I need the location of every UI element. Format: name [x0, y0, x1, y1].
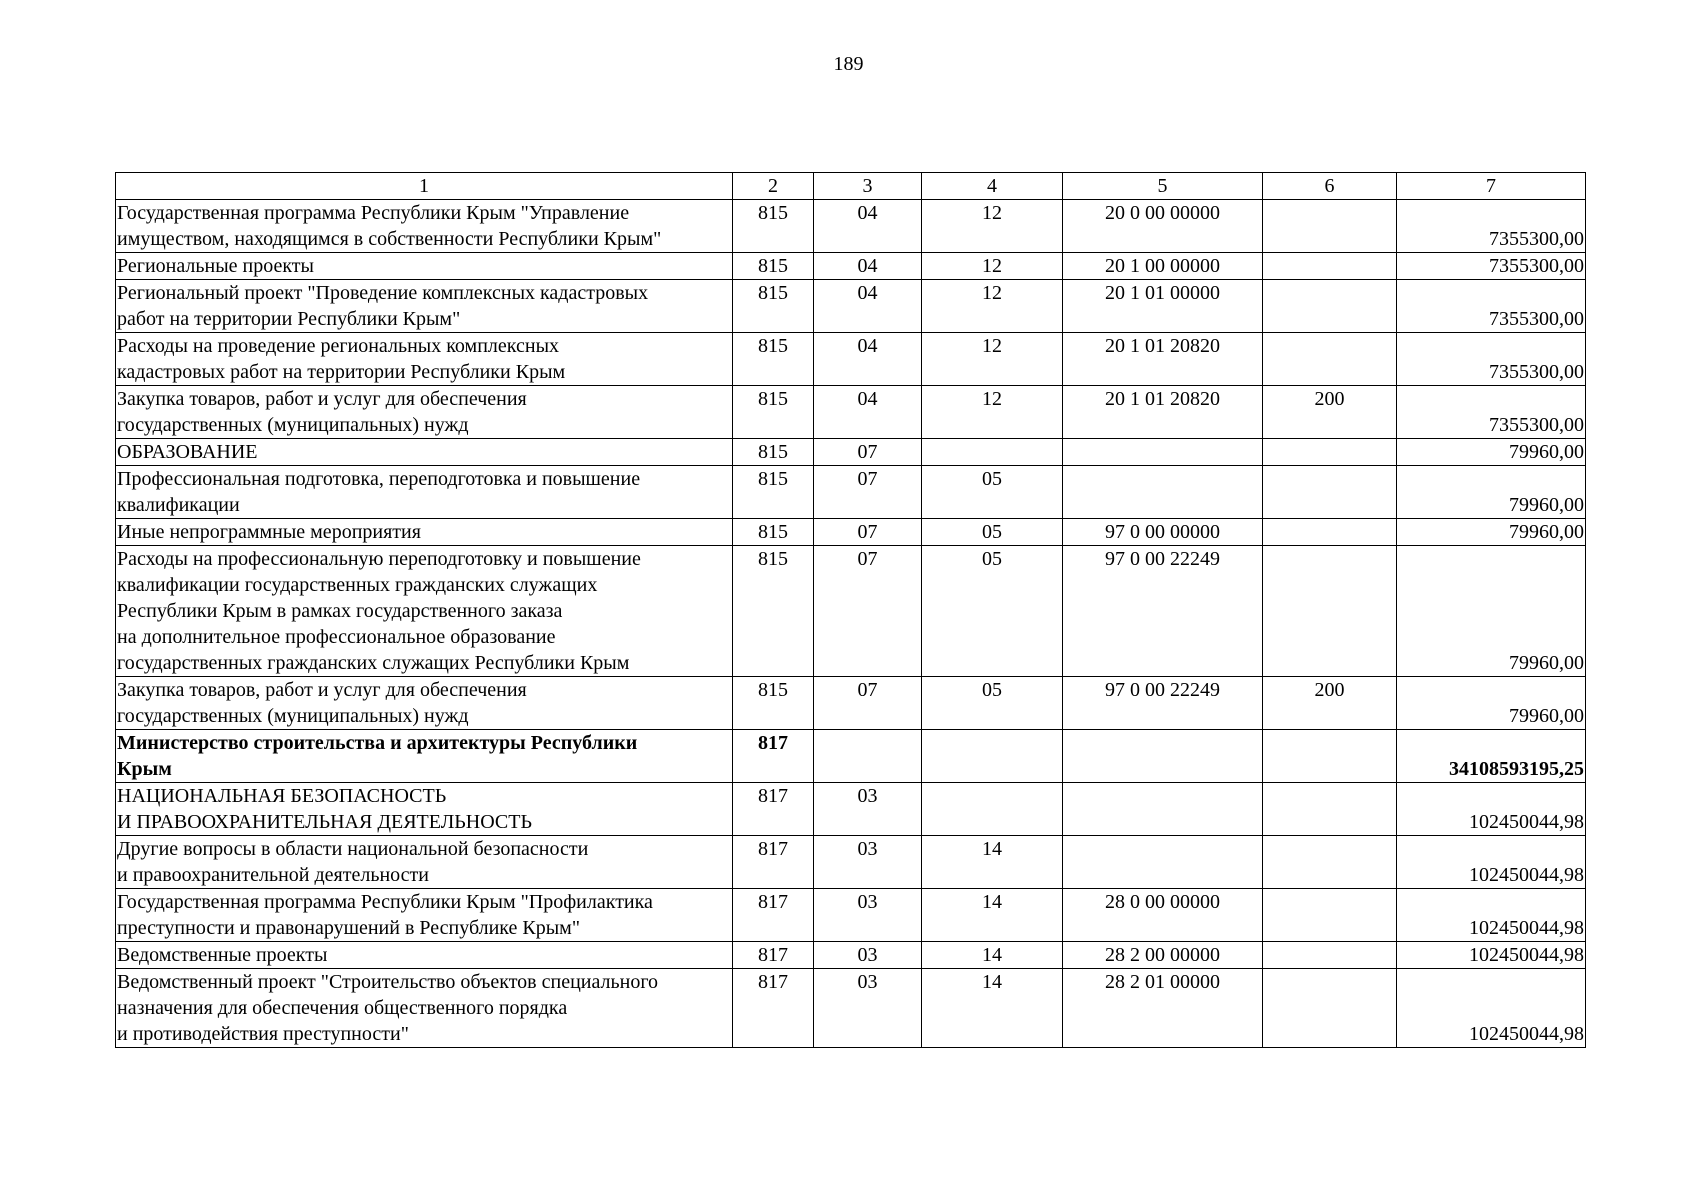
- row-name-cell: [116, 200, 733, 253]
- row-name-line: Крым: [117, 758, 172, 780]
- table-body: [116, 200, 1586, 1048]
- row-name-cell: [116, 730, 733, 783]
- ministry-code-cell: 815: [733, 333, 814, 386]
- row-name-line: Расходы на проведение региональных комплексных: [117, 335, 560, 357]
- amount-cell: 102450044,98: [1397, 836, 1586, 889]
- target-article-cell: 20 1 00 00000: [1063, 253, 1263, 280]
- section-code-cell: 04: [814, 200, 922, 253]
- table-row: [116, 942, 1586, 969]
- section-code-cell: 03: [814, 969, 922, 1048]
- table-row: [116, 889, 1586, 942]
- ministry-code-cell: 817: [733, 889, 814, 942]
- row-name-line: НАЦИОНАЛЬНАЯ БЕЗОПАСНОСТЬ: [117, 785, 447, 807]
- expense-type-cell: [1263, 969, 1397, 1048]
- amount-cell: 102450044,98: [1397, 942, 1586, 969]
- table-row: [116, 333, 1586, 386]
- row-name-line: Государственная программа Республики Крым "Профилактика: [117, 891, 653, 913]
- row-name-line: И ПРАВООХРАНИТЕЛЬНАЯ ДЕЯТЕЛЬНОСТЬ: [117, 811, 532, 833]
- row-name-line: работ на территории Республики Крым": [117, 308, 461, 330]
- column-header-3: 3: [814, 173, 922, 200]
- ministry-code-cell: 815: [733, 280, 814, 333]
- row-name-cell: [116, 386, 733, 439]
- table-row: [116, 519, 1586, 546]
- subsection-code-cell: 05: [922, 546, 1063, 677]
- row-name-line: Ведомственные проекты: [117, 944, 328, 966]
- row-name-line: Ведомственный проект "Строительство объектов специального: [117, 971, 659, 993]
- expense-type-cell: [1263, 466, 1397, 519]
- row-name-cell: [116, 439, 733, 466]
- table-row: [116, 253, 1586, 280]
- row-name-line: Иные непрограммные мероприятия: [117, 521, 421, 543]
- target-article-cell: [1063, 783, 1263, 836]
- ministry-code-cell: 815: [733, 386, 814, 439]
- row-name-cell: [116, 942, 733, 969]
- column-header-5: 5: [1063, 173, 1263, 200]
- table-row: [116, 200, 1586, 253]
- row-name-cell: [116, 783, 733, 836]
- row-name-cell: [116, 836, 733, 889]
- section-code-cell: 03: [814, 942, 922, 969]
- row-name-line: государственных гражданских служащих Республики Крым: [117, 652, 630, 674]
- subsection-code-cell: 12: [922, 280, 1063, 333]
- subsection-code-cell: 12: [922, 333, 1063, 386]
- ministry-code-cell: 815: [733, 519, 814, 546]
- table-row: [116, 783, 1586, 836]
- table-row: [116, 439, 1586, 466]
- ministry-code-cell: 817: [733, 836, 814, 889]
- column-header-6: 6: [1263, 173, 1397, 200]
- subsection-code-cell: 05: [922, 677, 1063, 730]
- subsection-code-cell: 14: [922, 942, 1063, 969]
- subsection-code-cell: 12: [922, 253, 1063, 280]
- row-name-line: Республики Крым в рамках государственного заказа: [117, 600, 563, 622]
- section-code-cell: [814, 730, 922, 783]
- row-name-line: государственных (муниципальных) нужд: [117, 705, 469, 727]
- ministry-code-cell: 817: [733, 730, 814, 783]
- ministry-code-cell: 817: [733, 783, 814, 836]
- row-name-line: Министерство строительства и архитектуры Республики: [117, 732, 638, 754]
- section-code-cell: 04: [814, 386, 922, 439]
- amount-cell: 79960,00: [1397, 439, 1586, 466]
- amount-cell: 7355300,00: [1397, 200, 1586, 253]
- table-row: [116, 466, 1586, 519]
- table-row: [116, 546, 1586, 677]
- section-code-cell: 07: [814, 466, 922, 519]
- row-name-cell: [116, 969, 733, 1048]
- section-code-cell: 04: [814, 253, 922, 280]
- expense-type-cell: [1263, 280, 1397, 333]
- target-article-cell: 28 2 01 00000: [1063, 969, 1263, 1048]
- section-code-cell: 04: [814, 280, 922, 333]
- amount-cell: 79960,00: [1397, 519, 1586, 546]
- target-article-cell: 28 0 00 00000: [1063, 889, 1263, 942]
- row-name-line: и правоохранительной деятельности: [117, 864, 429, 886]
- target-article-cell: [1063, 439, 1263, 466]
- row-name-line: квалификации государственных гражданских служащих: [117, 574, 598, 596]
- row-name-cell: [116, 889, 733, 942]
- table-row: [116, 969, 1586, 1048]
- section-code-cell: 07: [814, 546, 922, 677]
- subsection-code-cell: 05: [922, 519, 1063, 546]
- subsection-code-cell: [922, 439, 1063, 466]
- row-name-line: Региональные проекты: [117, 255, 314, 277]
- expense-type-cell: 200: [1263, 677, 1397, 730]
- section-code-cell: 07: [814, 519, 922, 546]
- amount-cell: 79960,00: [1397, 677, 1586, 730]
- ministry-code-cell: 815: [733, 439, 814, 466]
- section-code-cell: 04: [814, 333, 922, 386]
- ministry-code-cell: 815: [733, 466, 814, 519]
- expense-type-cell: [1263, 546, 1397, 677]
- section-code-cell: 03: [814, 783, 922, 836]
- column-header-1: 1: [116, 173, 733, 200]
- row-name-cell: [116, 466, 733, 519]
- section-code-cell: 03: [814, 836, 922, 889]
- target-article-cell: [1063, 466, 1263, 519]
- expense-type-cell: [1263, 519, 1397, 546]
- row-name-line: Государственная программа Республики Крым "Управление: [117, 202, 630, 224]
- row-name-cell: [116, 280, 733, 333]
- subsection-code-cell: 05: [922, 466, 1063, 519]
- ministry-code-cell: 815: [733, 546, 814, 677]
- target-article-cell: [1063, 730, 1263, 783]
- row-name-cell: [116, 546, 733, 677]
- amount-cell: 102450044,98: [1397, 969, 1586, 1048]
- ministry-code-cell: 815: [733, 677, 814, 730]
- target-article-cell: 20 1 01 20820: [1063, 386, 1263, 439]
- target-article-cell: 20 1 01 20820: [1063, 333, 1263, 386]
- subsection-code-cell: 14: [922, 836, 1063, 889]
- amount-cell: 7355300,00: [1397, 253, 1586, 280]
- ministry-code-cell: 815: [733, 253, 814, 280]
- subsection-code-cell: 14: [922, 889, 1063, 942]
- row-name-line: назначения для обеспечения общественного порядка: [117, 997, 568, 1019]
- subsection-code-cell: 12: [922, 386, 1063, 439]
- subsection-code-cell: 14: [922, 969, 1063, 1048]
- table-row: [116, 836, 1586, 889]
- row-name-line: Закупка товаров, работ и услуг для обеспечения: [117, 388, 527, 410]
- row-name-line: и противодействия преступности": [117, 1023, 409, 1045]
- column-header-4: 4: [922, 173, 1063, 200]
- expense-type-cell: [1263, 783, 1397, 836]
- amount-cell: 34108593195,25: [1397, 730, 1586, 783]
- expense-type-cell: [1263, 942, 1397, 969]
- table-row: [116, 677, 1586, 730]
- ministry-code-cell: 815: [733, 200, 814, 253]
- amount-cell: 102450044,98: [1397, 783, 1586, 836]
- header-row: [116, 173, 1586, 200]
- target-article-cell: 20 0 00 00000: [1063, 200, 1263, 253]
- target-article-cell: [1063, 836, 1263, 889]
- subsection-code-cell: 12: [922, 200, 1063, 253]
- column-header-7: 7: [1397, 173, 1586, 200]
- expense-type-cell: [1263, 889, 1397, 942]
- row-name-line: квалификации: [117, 494, 240, 516]
- row-name-cell: [116, 253, 733, 280]
- expense-type-cell: [1263, 200, 1397, 253]
- amount-cell: 79960,00: [1397, 546, 1586, 677]
- row-name-line: Закупка товаров, работ и услуг для обеспечения: [117, 679, 527, 701]
- ministry-code-cell: 817: [733, 969, 814, 1048]
- row-name-line: Региональный проект "Проведение комплексных кадастровых: [117, 282, 649, 304]
- row-name-line: государственных (муниципальных) нужд: [117, 414, 469, 436]
- section-code-cell: 07: [814, 677, 922, 730]
- column-header-2: 2: [733, 173, 814, 200]
- row-name-cell: [116, 519, 733, 546]
- expense-type-cell: 200: [1263, 386, 1397, 439]
- expense-type-cell: [1263, 730, 1397, 783]
- target-article-cell: 97 0 00 22249: [1063, 546, 1263, 677]
- expense-type-cell: [1263, 253, 1397, 280]
- row-name-cell: [116, 333, 733, 386]
- subsection-code-cell: [922, 730, 1063, 783]
- target-article-cell: 28 2 00 00000: [1063, 942, 1263, 969]
- row-name-line: преступности и правонарушений в Республике Крым": [117, 917, 580, 939]
- target-article-cell: 97 0 00 22249: [1063, 677, 1263, 730]
- amount-cell: 7355300,00: [1397, 386, 1586, 439]
- amount-cell: 79960,00: [1397, 466, 1586, 519]
- amount-cell: 7355300,00: [1397, 333, 1586, 386]
- amount-cell: 102450044,98: [1397, 889, 1586, 942]
- expense-type-cell: [1263, 439, 1397, 466]
- budget-table: [115, 172, 1586, 1048]
- amount-cell: 7355300,00: [1397, 280, 1586, 333]
- expense-type-cell: [1263, 836, 1397, 889]
- row-name-cell: [116, 677, 733, 730]
- section-code-cell: 07: [814, 439, 922, 466]
- expense-type-cell: [1263, 333, 1397, 386]
- table-row: [116, 730, 1586, 783]
- target-article-cell: 97 0 00 00000: [1063, 519, 1263, 546]
- row-name-line: ОБРАЗОВАНИЕ: [117, 441, 258, 463]
- page-number: 189: [833, 53, 864, 75]
- ministry-code-cell: 817: [733, 942, 814, 969]
- target-article-cell: 20 1 01 00000: [1063, 280, 1263, 333]
- row-name-line: кадастровых работ на территории Республики Крым: [117, 361, 566, 383]
- row-name-line: на дополнительное профессиональное образование: [117, 626, 556, 648]
- subsection-code-cell: [922, 783, 1063, 836]
- section-code-cell: 03: [814, 889, 922, 942]
- row-name-line: Другие вопросы в области национальной безопасности: [117, 838, 589, 860]
- row-name-line: Профессиональная подготовка, переподготовка и повышение: [117, 468, 641, 490]
- row-name-line: Расходы на профессиональную переподготовку и повышение: [117, 548, 641, 570]
- table-row: [116, 386, 1586, 439]
- table-row: [116, 280, 1586, 333]
- row-name-line: имуществом, находящимся в собственности Республики Крым": [117, 228, 662, 250]
